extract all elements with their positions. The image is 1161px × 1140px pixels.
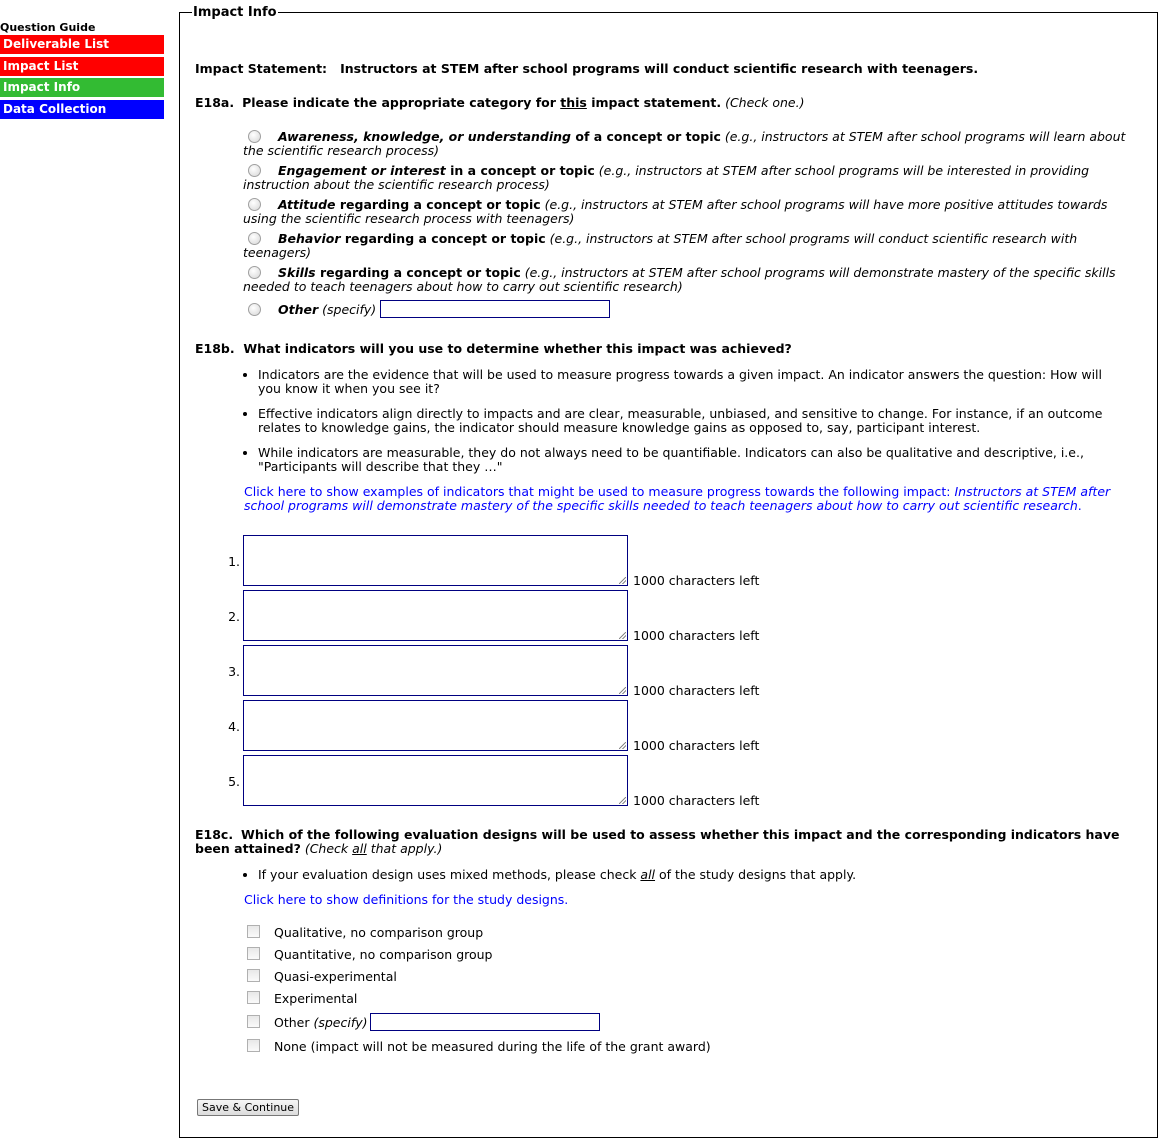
option-example: (e.g., instructors at STEM after school programs will have more positive attitudes towards using the scientific research process with teenagers) — [243, 197, 1108, 226]
option-example: (e.g., instructors at STEM after school programs will be interested in providing instruction about the scientific research process) — [243, 163, 1090, 192]
link-impact: Instructors at STEM after school programs will demonstrate mastery of the specific skills needed to teach teenagers about how to carry out scientific research — [244, 484, 1111, 513]
e18c-question — [195, 828, 1125, 856]
chars-left: 1000 characters left — [633, 628, 760, 643]
chars-left: 1000 characters left — [633, 683, 760, 698]
design-label: Quantitative, no comparison group — [274, 947, 493, 962]
indicator-textarea-3[interactable] — [243, 645, 628, 696]
design-label: Quasi-experimental — [274, 969, 397, 984]
e18c-hint-all: all — [352, 841, 367, 856]
show-design-definitions-link[interactable]: Click here to show definitions for the study designs. — [244, 892, 569, 907]
e18a-number: E18a. — [195, 95, 235, 110]
fieldset-legend: Impact Info — [193, 5, 277, 20]
option-bold: regarding a concept or topic — [335, 197, 541, 212]
radio-skills[interactable] — [248, 266, 261, 279]
nav-impact-info[interactable]: Impact Info — [0, 78, 164, 97]
design-option-other[interactable] — [247, 1013, 1145, 1031]
category-option-other[interactable] — [243, 300, 1138, 318]
indicator-textarea-4[interactable] — [243, 700, 628, 751]
option-bold: regarding a concept or topic — [315, 265, 521, 280]
indicator-number: 2. — [228, 609, 240, 624]
chars-left: 1000 characters left — [633, 573, 760, 588]
question-guide-title: Question Guide — [0, 21, 96, 34]
e18a-text: Please indicate the appropriate category for — [242, 95, 561, 110]
save-continue-button[interactable]: Save & Continue — [197, 1099, 299, 1116]
design-option-experimental[interactable] — [247, 991, 1145, 1006]
option-bold: of a concept or topic — [571, 129, 721, 144]
radio-engagement[interactable] — [248, 164, 261, 177]
design-bullets — [258, 868, 1128, 882]
checkbox-qualitative[interactable] — [247, 925, 260, 938]
e18a-text-end: impact statement. — [586, 95, 722, 110]
e18c-number: E18c. — [195, 827, 234, 842]
indicator-bullets — [258, 368, 1128, 474]
radio-awareness[interactable] — [248, 130, 261, 143]
indicator-bullet: While indicators are measurable, they do not always need to be quantifiable. Indicators can also be qualitative and descriptive, i.e., "Participants will describe that they …" — [258, 446, 1128, 474]
e18b-text: What indicators will you use to determine whether this impact was achieved? — [243, 341, 792, 356]
design-other-input[interactable] — [370, 1013, 600, 1031]
indicator-bullet: Indicators are the evidence that will be used to measure progress towards a given impact. An indicator answers the question: How will you know it when you see it? — [258, 368, 1128, 396]
indicator-number: 3. — [228, 664, 240, 679]
option-other-hint: (specify) — [318, 302, 377, 317]
category-option-skills[interactable] — [243, 266, 1138, 294]
indicator-number: 4. — [228, 719, 240, 734]
option-em: Skills — [278, 265, 316, 280]
design-bullet — [258, 868, 1128, 882]
category-option-behavior[interactable] — [243, 232, 1138, 260]
category-option-engagement[interactable] — [243, 164, 1138, 192]
design-other-label: Other — [274, 1015, 310, 1030]
e18b-number: E18b. — [195, 341, 235, 356]
design-option-qualitative[interactable] — [247, 925, 1145, 940]
indicator-row — [226, 590, 1145, 645]
chars-left: 1000 characters left — [633, 793, 760, 808]
e18c-text: Which of the following evaluation designs will be used to assess whether this impact and the corresponding indicators have been attained? — [195, 827, 1120, 856]
radio-attitude[interactable] — [248, 198, 261, 211]
indicator-bullet: Effective indicators align directly to impacts and are clear, measurable, unbiased, and sensitive to change. For instance, if an outcome relates to knowledge gains, the indicator should measure knowledge gains as opposed to, say, participant interest. — [258, 407, 1128, 435]
category-option-attitude[interactable] — [243, 198, 1138, 226]
option-example: (e.g., instructors at STEM after school programs will learn about the scientific research process) — [243, 129, 1126, 158]
design-label: None (impact will not be measured during the life of the grant award) — [274, 1039, 711, 1054]
design-label: Experimental — [274, 991, 358, 1006]
radio-behavior[interactable] — [248, 232, 261, 245]
indicator-textarea-1[interactable] — [243, 535, 628, 586]
checkbox-quasi-experimental[interactable] — [247, 969, 260, 982]
impact-statement-label: Impact Statement: — [195, 61, 328, 76]
option-example: (e.g., instructors at STEM after school programs will conduct scientific research with teenagers) — [243, 231, 1078, 260]
e18b-question — [195, 342, 1145, 356]
link-end: . — [1077, 498, 1082, 513]
design-option-quantitative[interactable] — [247, 947, 1145, 962]
design-label: Qualitative, no comparison group — [274, 925, 484, 940]
show-indicator-examples-link[interactable] — [244, 485, 1134, 513]
option-example: (e.g., instructors at STEM after school programs will demonstrate mastery of the specific skills needed to teach teenagers about how to carry out scientific research) — [243, 265, 1116, 294]
impact-statement-text: Instructors at STEM after school programs will conduct scientific research with teenagers. — [340, 61, 979, 76]
chars-left: 1000 characters left — [633, 738, 760, 753]
checkbox-other[interactable] — [247, 1015, 260, 1028]
indicator-row — [226, 645, 1145, 700]
indicator-textarea-2[interactable] — [243, 590, 628, 641]
impact-statement — [195, 62, 1145, 76]
design-other-hint: (specify) — [313, 1015, 368, 1030]
category-options — [243, 130, 1138, 318]
option-bold: in a concept or topic — [445, 163, 595, 178]
indicator-row — [226, 755, 1145, 810]
e18a-question — [195, 96, 1145, 110]
e18a-this: this — [560, 95, 587, 110]
indicator-number: 1. — [228, 554, 240, 569]
checkbox-quantitative[interactable] — [247, 947, 260, 960]
option-em: Awareness, knowledge, or understanding — [278, 129, 571, 144]
indicator-number: 5. — [228, 774, 240, 789]
radio-other[interactable] — [248, 303, 261, 316]
nav-deliverable-list[interactable]: Deliverable List — [0, 35, 164, 54]
checkbox-none[interactable] — [247, 1039, 260, 1052]
indicator-row — [226, 700, 1145, 755]
option-em: Behavior — [278, 231, 341, 246]
indicator-row — [226, 535, 1145, 590]
option-em: Attitude — [278, 197, 336, 212]
bullet-all: all — [640, 867, 656, 882]
category-other-input[interactable] — [380, 300, 610, 318]
impact-info-form — [195, 62, 1145, 1116]
checkbox-experimental[interactable] — [247, 991, 260, 1004]
nav-impact-list[interactable]: Impact List — [0, 57, 164, 76]
design-option-none[interactable] — [247, 1039, 1145, 1054]
e18a-hint: (Check one.) — [725, 95, 805, 110]
option-other-label: Other — [278, 302, 319, 317]
e18c-hint: (Check — [304, 841, 353, 856]
category-option-awareness[interactable] — [243, 130, 1138, 158]
option-bold: regarding a concept or topic — [340, 231, 546, 246]
option-em: Engagement or interest — [278, 163, 446, 178]
indicator-textarea-5[interactable] — [243, 755, 628, 806]
design-option-quasi[interactable] — [247, 969, 1145, 984]
e18c-hint-end: that apply.) — [366, 841, 443, 856]
bullet-text: If your evaluation design uses mixed methods, please check — [258, 867, 641, 882]
bullet-text-end: of the study designs that apply. — [655, 867, 857, 882]
link-text: Click here to show examples of indicators that might be used to measure progress towards the following impact: — [244, 484, 955, 499]
nav-data-collection[interactable]: Data Collection — [0, 100, 164, 119]
